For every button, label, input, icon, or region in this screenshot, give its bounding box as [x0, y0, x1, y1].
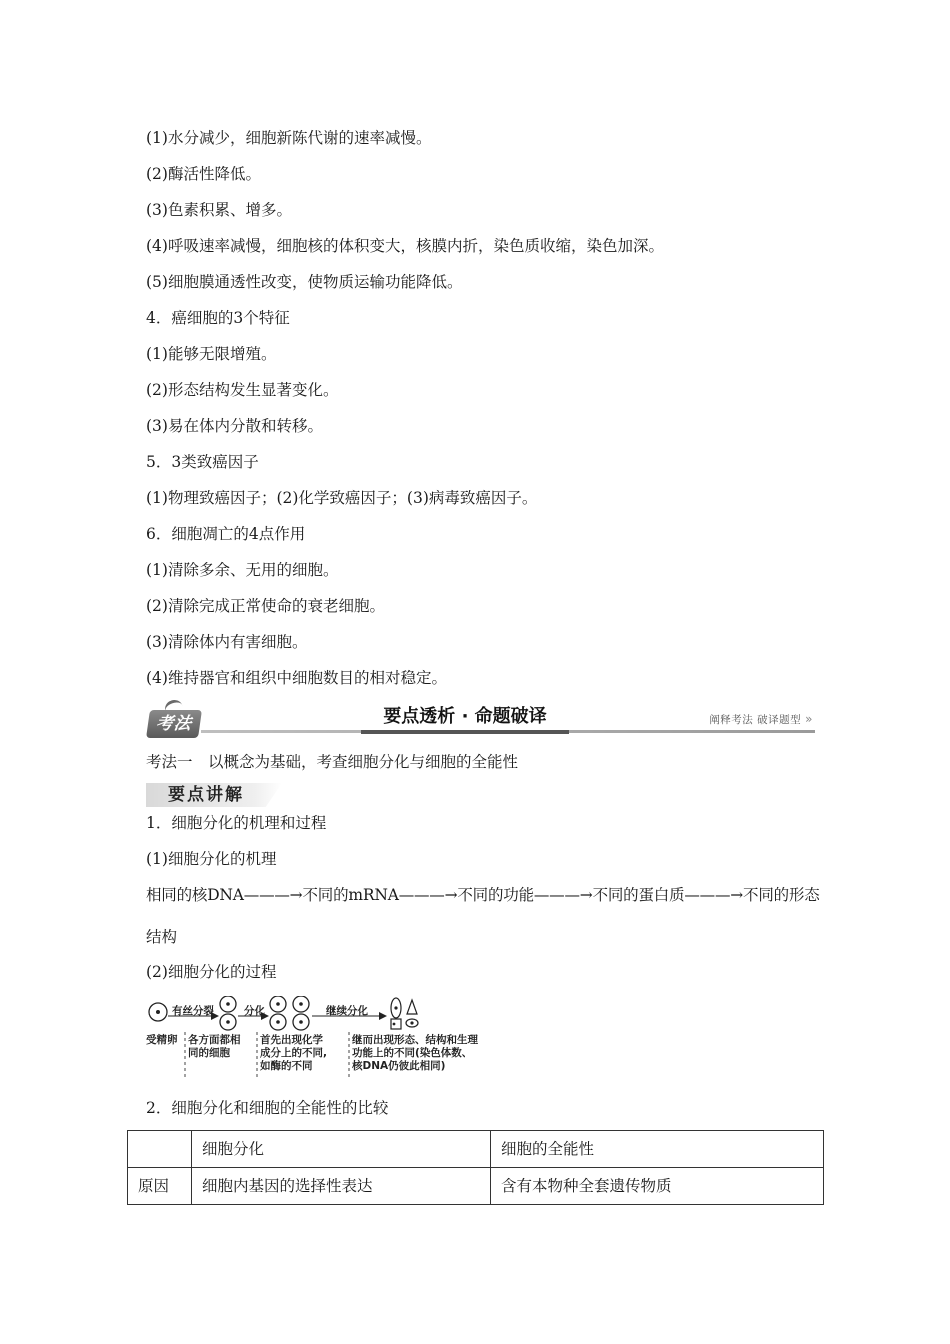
text-line: (1)能够无限增殖。 — [146, 345, 277, 363]
differentiation-diagram — [146, 996, 506, 1082]
diagram-label-chemical-diff: 首先出现化学 成分上的不同, 如酶的不同 — [260, 1034, 327, 1072]
text-line: (1)细胞分化的机理 — [146, 850, 277, 868]
table-cell: 原因 — [128, 1168, 192, 1205]
table-header-row — [128, 1131, 824, 1168]
table-cell: 含有本物种全套遗传物质 — [491, 1168, 824, 1205]
table-cell — [128, 1131, 192, 1168]
arrow-label-differentiation: 分化 — [244, 1005, 265, 1017]
text-line: 4．癌细胞的3个特征 — [146, 309, 290, 327]
triangle-cell-icon — [407, 1000, 417, 1014]
text-line: (1)清除多余、无用的细胞。 — [146, 561, 339, 579]
section-pill-label: 要点讲解 — [168, 785, 244, 805]
text-line: (1)物理致癌因子；(2)化学致癌因子；(3)病毒致癌因子。 — [146, 489, 538, 507]
table-row — [128, 1168, 824, 1205]
banner-subtitle — [709, 712, 813, 727]
table-cell: 细胞内基因的选择性表达 — [192, 1168, 491, 1205]
text-line: (3)色素积累、增多。 — [146, 201, 292, 219]
diagram-label-structural-diff: 继而出现形态、结构和生理 功能上的不同(染色体数、 核DNA仍彼此相同) — [352, 1034, 478, 1072]
text-line: (3)易在体内分散和转移。 — [146, 417, 323, 435]
text-line: (3)清除体内有害细胞。 — [146, 633, 308, 651]
text-line: (4)维持器官和组织中细胞数目的相对稳定。 — [146, 669, 447, 687]
banner-subtitle-text: 阐释考法 破译题型 — [709, 714, 802, 726]
text-line: (5)细胞膜通透性改变，使物质运输功能降低。 — [146, 273, 463, 291]
text-line: 结构 — [146, 928, 178, 946]
banner-title: 要点透析 · 命题破译 — [361, 704, 569, 734]
text-line: (2)清除完成正常使命的衰老细胞。 — [146, 597, 385, 615]
mechanism-chain: 相同的核DNA———→不同的mRNA———→不同的功能———→不同的蛋白质———→不同的形态 — [146, 886, 820, 904]
text-line: (1)水分减少，细胞新陈代谢的速率减慢。 — [146, 129, 432, 147]
arrow-label-continue: 继续分化 — [326, 1005, 368, 1017]
text-line: 2．细胞分化和细胞的全能性的比较 — [146, 1099, 389, 1117]
text-line: (2)酶活性降低。 — [146, 165, 261, 183]
text-line: 5．3类致癌因子 — [146, 453, 259, 471]
chevron-right-icon: » — [805, 712, 813, 726]
comparison-table — [127, 1130, 824, 1205]
text-line: 6．细胞凋亡的4点作用 — [146, 525, 306, 543]
text-line: (4)呼吸速率减慢，细胞核的体积变大，核膜内折，染色质收缩，染色加深。 — [146, 237, 664, 255]
arrow-label-mitosis: 有丝分裂 — [172, 1005, 214, 1017]
table-header-cell: 细胞的全能性 — [491, 1131, 824, 1168]
square-cell-icon — [391, 1019, 401, 1029]
diagram-label-zygote: 受精卵 — [146, 1034, 178, 1046]
section-banner — [143, 698, 815, 744]
table-header-cell: 细胞分化 — [192, 1131, 491, 1168]
text-line: 1．细胞分化的机理和过程 — [146, 814, 327, 832]
kaofa-heading: 考法一 以概念为基础，考查细胞分化与细胞的全能性 — [146, 753, 519, 771]
diagram-label-same-cells: 各方面都相 同的细胞 — [188, 1034, 241, 1059]
text-line: (2)形态结构发生显著变化。 — [146, 381, 339, 399]
kaofa-badge: 考法 — [146, 710, 202, 738]
text-line: (2)细胞分化的过程 — [146, 963, 277, 981]
